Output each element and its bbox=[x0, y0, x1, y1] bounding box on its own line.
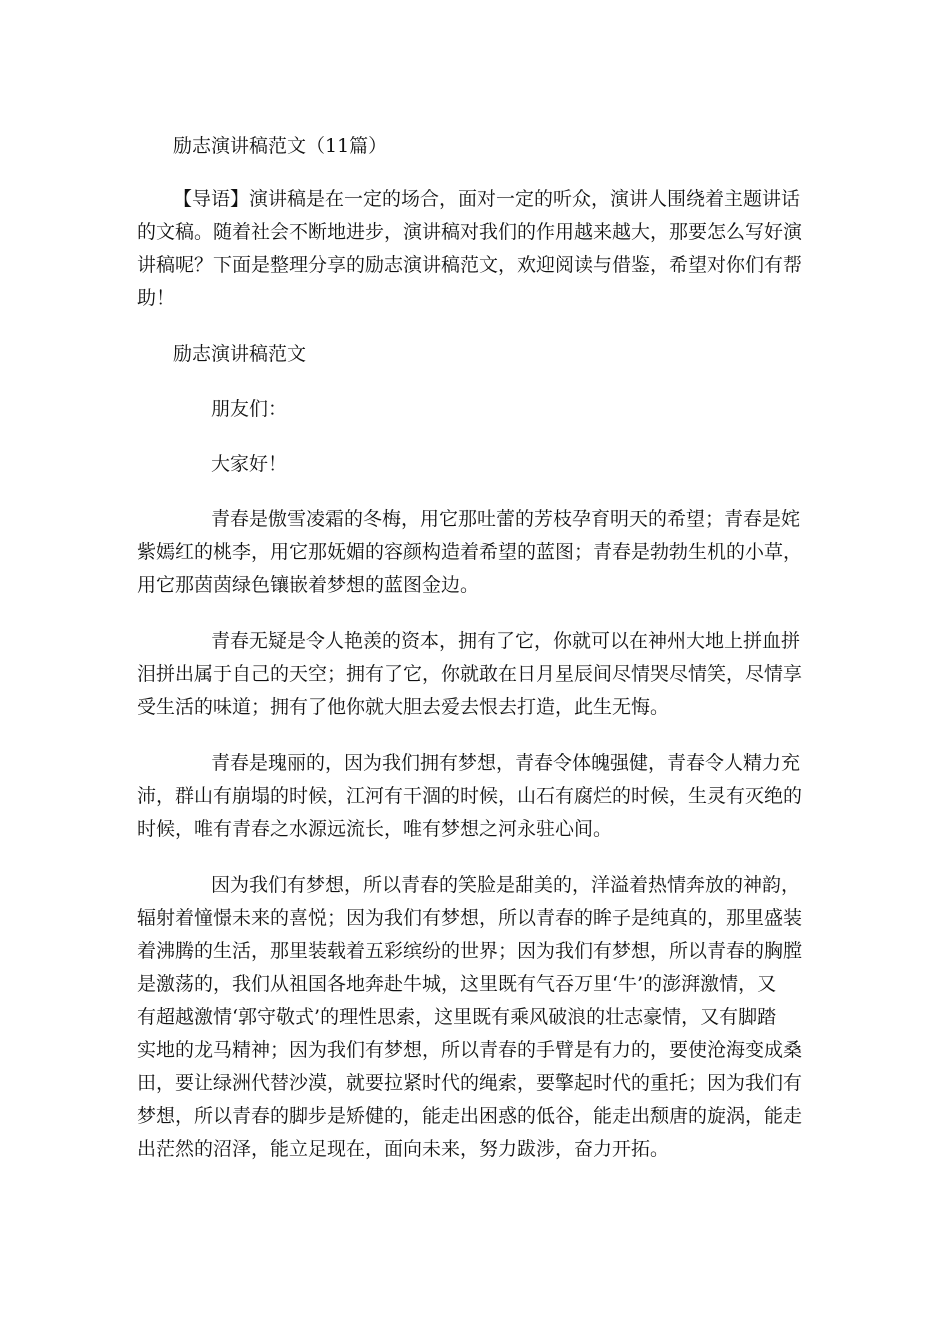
text-line: 青春是瑰丽的，因为我们拥有梦想，青春令体魄强健，青春令人精力充 bbox=[211, 752, 801, 774]
text-line: 有超越激情‘郭守敬式’的理性思索，这里既有乘风破浪的壮志豪情，又有脚踏 bbox=[137, 1006, 777, 1028]
body-paragraph-2 bbox=[137, 625, 807, 724]
text-line: 实地的龙马精神；因为我们有梦想，所以青春的手臂是有力的，要使沧海变成桑 bbox=[137, 1039, 803, 1061]
body-paragraph-3 bbox=[137, 747, 807, 846]
greeting-line: 大家好！ bbox=[211, 453, 288, 475]
text-line: 青春是傲雪凌霜的冬梅，用它那吐蕾的芳枝孕育明天的希望；青春是姹 bbox=[211, 508, 801, 530]
text-line: 紫嫣红的桃李，用它那妩媚的容颜构造着希望的蓝图；青春是勃勃生机的小草， bbox=[137, 541, 803, 563]
text-line: 梦想，所以青春的脚步是矫健的，能走出困惑的低谷，能走出颓唐的旋涡，能走 bbox=[137, 1105, 803, 1127]
text-line: 是激荡的，我们从祖国各地奔赴牛城，这里既有气吞万里‘牛’的澎湃激情，又 bbox=[137, 973, 777, 995]
text-line: 辐射着憧憬未来的喜悦；因为我们有梦想，所以青春的眸子是纯真的，那里盛装 bbox=[137, 907, 803, 929]
text-line: 田，要让绿洲代替沙漠，就要拉紧时代的绳索，要擎起时代的重托；因为我们有 bbox=[137, 1072, 803, 1094]
text-line: 【导语】演讲稿是在一定的场合，面对一定的听众，演讲人围绕着主题讲话 bbox=[173, 188, 801, 210]
body-paragraph-4 bbox=[137, 869, 807, 1166]
text-line: 沛，群山有崩塌的时候，江河有干涸的时候，山石有腐烂的时候，生灵有灭绝的 bbox=[137, 785, 803, 807]
text-line: 时候，唯有青春之水源远流长，唯有梦想之河永驻心间。 bbox=[137, 818, 613, 840]
text-line: 出茫然的沼泽，能立足现在，面向未来，努力跋涉，奋力开拓。 bbox=[137, 1138, 670, 1160]
section-subtitle: 励志演讲稿范文 bbox=[173, 343, 307, 365]
text-line: 泪拼出属于自己的天空；拥有了它，你就敢在日月星辰间尽情哭尽情笑，尽情享 bbox=[137, 663, 803, 685]
text-line: 受生活的味道；拥有了他你就大胆去爱去恨去打造，此生无悔。 bbox=[137, 696, 670, 718]
text-line: 助！ bbox=[137, 287, 176, 309]
intro-paragraph bbox=[137, 183, 807, 315]
document-page bbox=[137, 130, 807, 1189]
text-line: 用它那茵茵绿色镶嵌着梦想的蓝图金边。 bbox=[137, 574, 480, 596]
text-line: 的文稿。随着社会不断地进步，演讲稿对我们的作用越来越大，那要怎么写好演 bbox=[137, 221, 803, 243]
text-line: 青春无疑是令人艳羡的资本，拥有了它，你就可以在神州大地上拼血拼 bbox=[211, 630, 801, 652]
text-line: 讲稿呢？下面是整理分享的励志演讲稿范文，欢迎阅读与借鉴，希望对你们有帮 bbox=[137, 254, 803, 276]
document-title: 励志演讲稿范文（11篇） bbox=[173, 135, 388, 157]
salutation-line: 朋友们： bbox=[211, 398, 288, 420]
text-line: 着沸腾的生活，那里装载着五彩缤纷的世界；因为我们有梦想，所以青春的胸膛 bbox=[137, 940, 803, 962]
text-line: 因为我们有梦想，所以青春的笑脸是甜美的，洋溢着热情奔放的神韵， bbox=[211, 874, 801, 896]
body-paragraph-1 bbox=[137, 503, 807, 602]
